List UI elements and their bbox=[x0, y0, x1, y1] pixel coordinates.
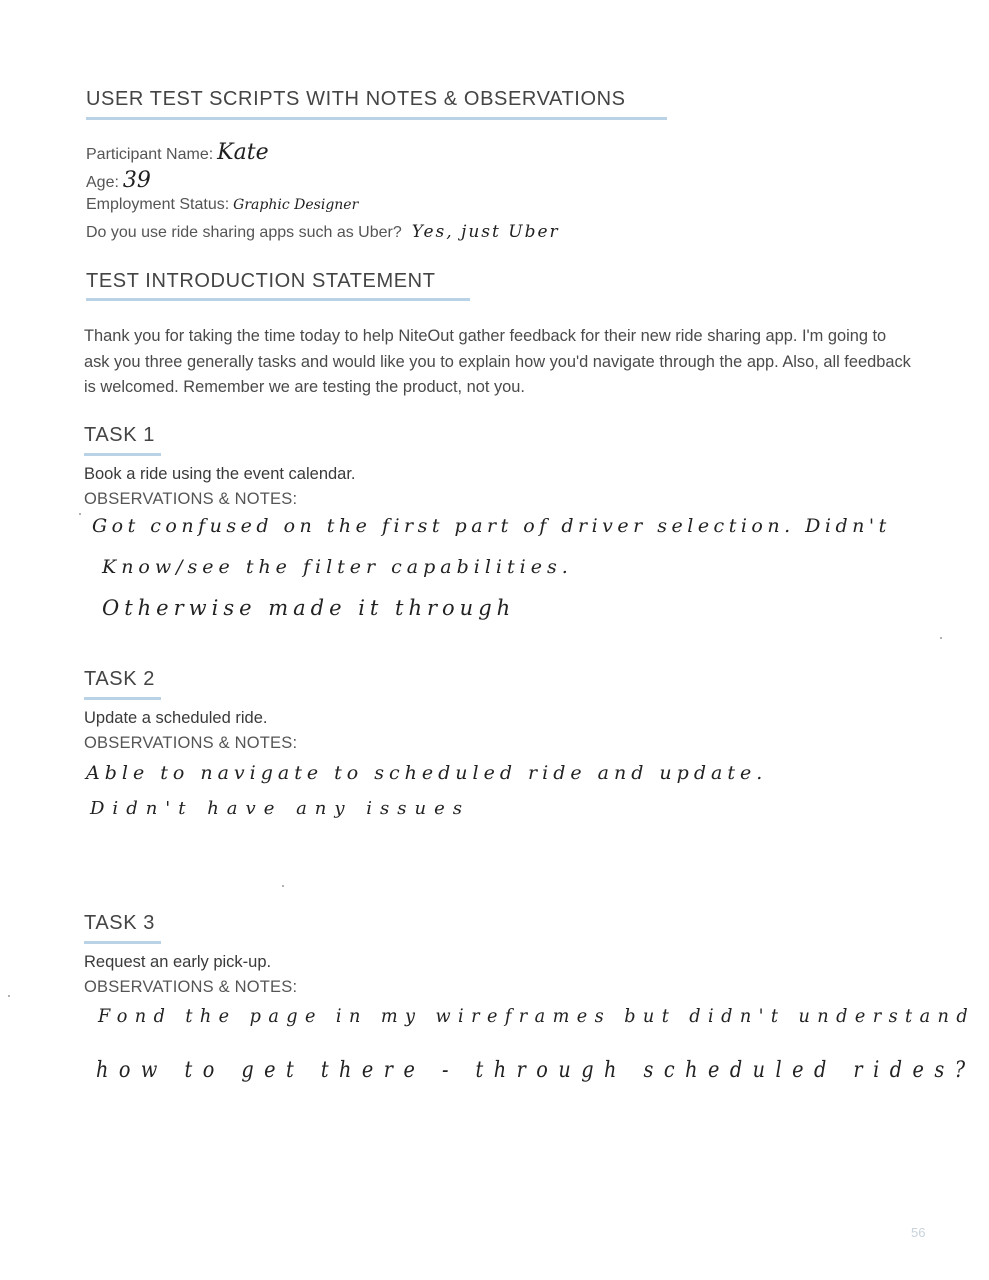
participant-name-label: Participant Name: bbox=[86, 146, 214, 163]
intro-underline bbox=[86, 298, 470, 301]
rideshare-answer: Yes, just Uber bbox=[411, 222, 560, 242]
intro-title: TEST INTRODUCTION STATEMENT bbox=[86, 270, 436, 292]
employment-label: Employment Status: bbox=[86, 196, 230, 213]
rideshare-question: Do you use ride sharing apps such as Uber? bbox=[86, 224, 402, 241]
task2-underline bbox=[84, 697, 161, 700]
task1-underline bbox=[84, 453, 161, 456]
age-row bbox=[86, 168, 151, 193]
task2-note-line: Able to navigate to scheduled ride and update. bbox=[86, 762, 768, 784]
task2-description: Update a scheduled ride. bbox=[84, 709, 268, 727]
task3-note-line: how to get there - through scheduled rides? bbox=[96, 1058, 976, 1083]
participant-name-value: Kate bbox=[217, 140, 269, 165]
task1-title: TASK 1 bbox=[84, 424, 156, 446]
task2-title: TASK 2 bbox=[84, 668, 156, 690]
task2-note-line: Didn't have any issues bbox=[90, 798, 471, 819]
page-title: USER TEST SCRIPTS WITH NOTES & OBSERVATIONS bbox=[86, 88, 626, 110]
rideshare-row bbox=[86, 222, 560, 242]
intro-body: Thank you for taking the time today to help NiteOut gather feedback for their new ride sharing app. I'm going to ask you three generally tasks and would like you to explain how you'd navigate through the app. Also, all feedback is welcomed. Remember we are testing the product, not you. bbox=[84, 327, 911, 396]
task3-description: Request an early pick-up. bbox=[84, 953, 272, 971]
task1-observations-label: OBSERVATIONS & NOTES: bbox=[84, 490, 298, 508]
task1-description: Book a ride using the event calendar. bbox=[84, 465, 356, 483]
participant-name-row bbox=[86, 140, 269, 165]
task3-underline bbox=[84, 941, 161, 944]
task3-observations-label: OBSERVATIONS & NOTES: bbox=[84, 978, 298, 996]
task2-observations-label: OBSERVATIONS & NOTES: bbox=[84, 734, 298, 752]
page-number: 56 bbox=[911, 1225, 926, 1240]
task1-note-line: Got confused on the first part of driver selection. Didn't bbox=[92, 515, 891, 537]
task3-note-line: Fond the page in my wireframes but didn't understand bbox=[98, 1005, 976, 1027]
scan-speck bbox=[940, 637, 942, 639]
title-underline bbox=[86, 117, 667, 120]
task1-note-line: Otherwise made it through bbox=[102, 596, 516, 620]
scan-speck bbox=[282, 885, 284, 887]
age-label: Age: bbox=[86, 174, 119, 191]
task1-note-line: Know/see the filter capabilities. bbox=[102, 556, 573, 578]
age-value: 39 bbox=[122, 168, 151, 193]
task3-title: TASK 3 bbox=[84, 912, 156, 934]
employment-row bbox=[86, 196, 358, 214]
scan-speck bbox=[79, 513, 81, 515]
scan-speck bbox=[8, 995, 10, 997]
employment-value: Graphic Designer bbox=[233, 197, 359, 213]
